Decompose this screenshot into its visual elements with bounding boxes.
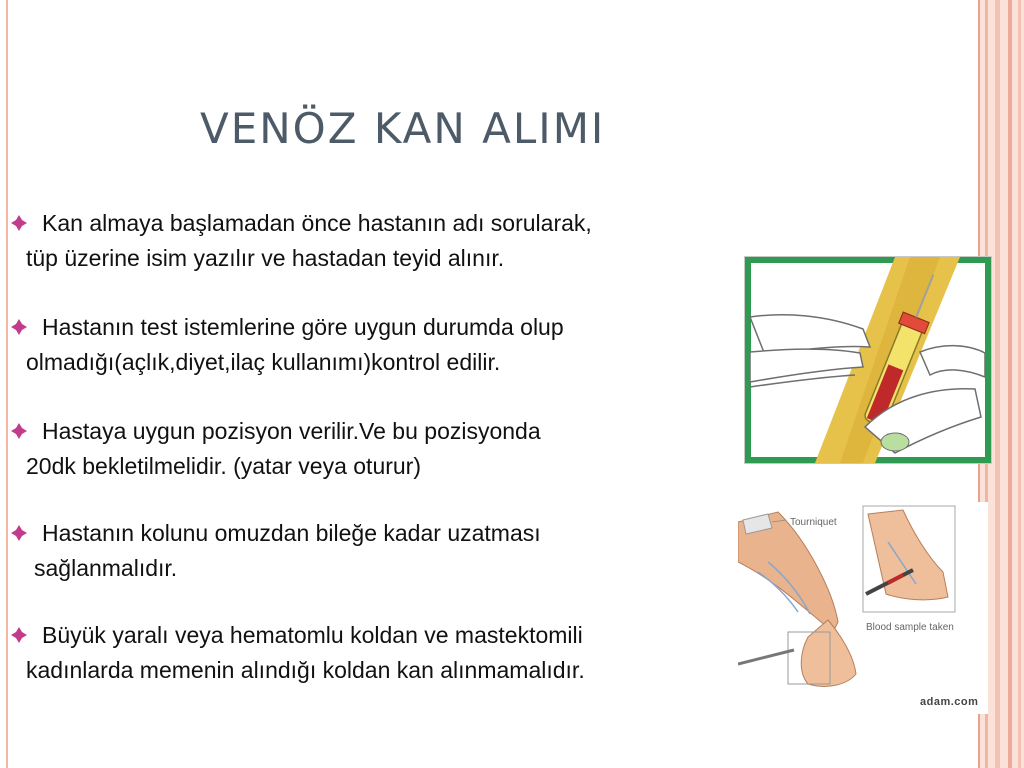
arm-tourniquet-image xyxy=(738,502,988,714)
bullet-text-line: tüp üzerine isim yazılır ve hastadan teyid alınır. xyxy=(26,245,505,271)
decorative-stripe xyxy=(1018,0,1021,768)
bullet-text-line: olmadığı(açlık,diyet,ilaç kullanımı)kontrol edilir. xyxy=(26,349,501,375)
slide-title: VENÖZ KAN ALIMI xyxy=(200,104,606,153)
bullet-text-line: Hastaya uygun pozisyon verilir.Ve bu pozisyonda xyxy=(42,418,541,444)
diamond-bullet-icon xyxy=(10,524,28,542)
diamond-bullet-icon xyxy=(10,422,28,440)
bullet-text-line: kadınlarda memenin alındığı koldan kan alınmamalıdır. xyxy=(26,657,585,683)
decorative-stripe xyxy=(995,0,1000,768)
blood-tube-image xyxy=(745,257,991,463)
bullet-text-line: Büyük yaralı veya hematomlu koldan ve mastektomili xyxy=(42,622,583,648)
bullet-text-line: 20dk bekletilmelidir. (yatar veya oturur) xyxy=(26,453,421,479)
decorative-stripe xyxy=(1008,0,1012,768)
bullet-text-line: sağlanmalıdır. xyxy=(34,555,178,581)
left-border-line xyxy=(6,0,8,768)
diamond-bullet-icon xyxy=(10,626,28,644)
tourniquet-illustration xyxy=(738,502,988,714)
bullet-text-line: Kan almaya başlamadan önce hastanın adı sorularak, xyxy=(42,210,592,236)
diamond-bullet-icon xyxy=(10,318,28,336)
blood-sample-caption: Blood sample taken xyxy=(866,622,954,633)
tourniquet-caption: Tourniquet xyxy=(790,517,837,528)
blood-draw-illustration xyxy=(744,256,992,464)
image-credit: adam.com xyxy=(920,696,979,708)
diamond-bullet-icon xyxy=(10,214,28,232)
bullet-text-line: Hastanın kolunu omuzdan bileğe kadar uzatması xyxy=(42,520,541,546)
bullet-text-line: Hastanın test istemlerine göre uygun durumda olup xyxy=(42,314,564,340)
